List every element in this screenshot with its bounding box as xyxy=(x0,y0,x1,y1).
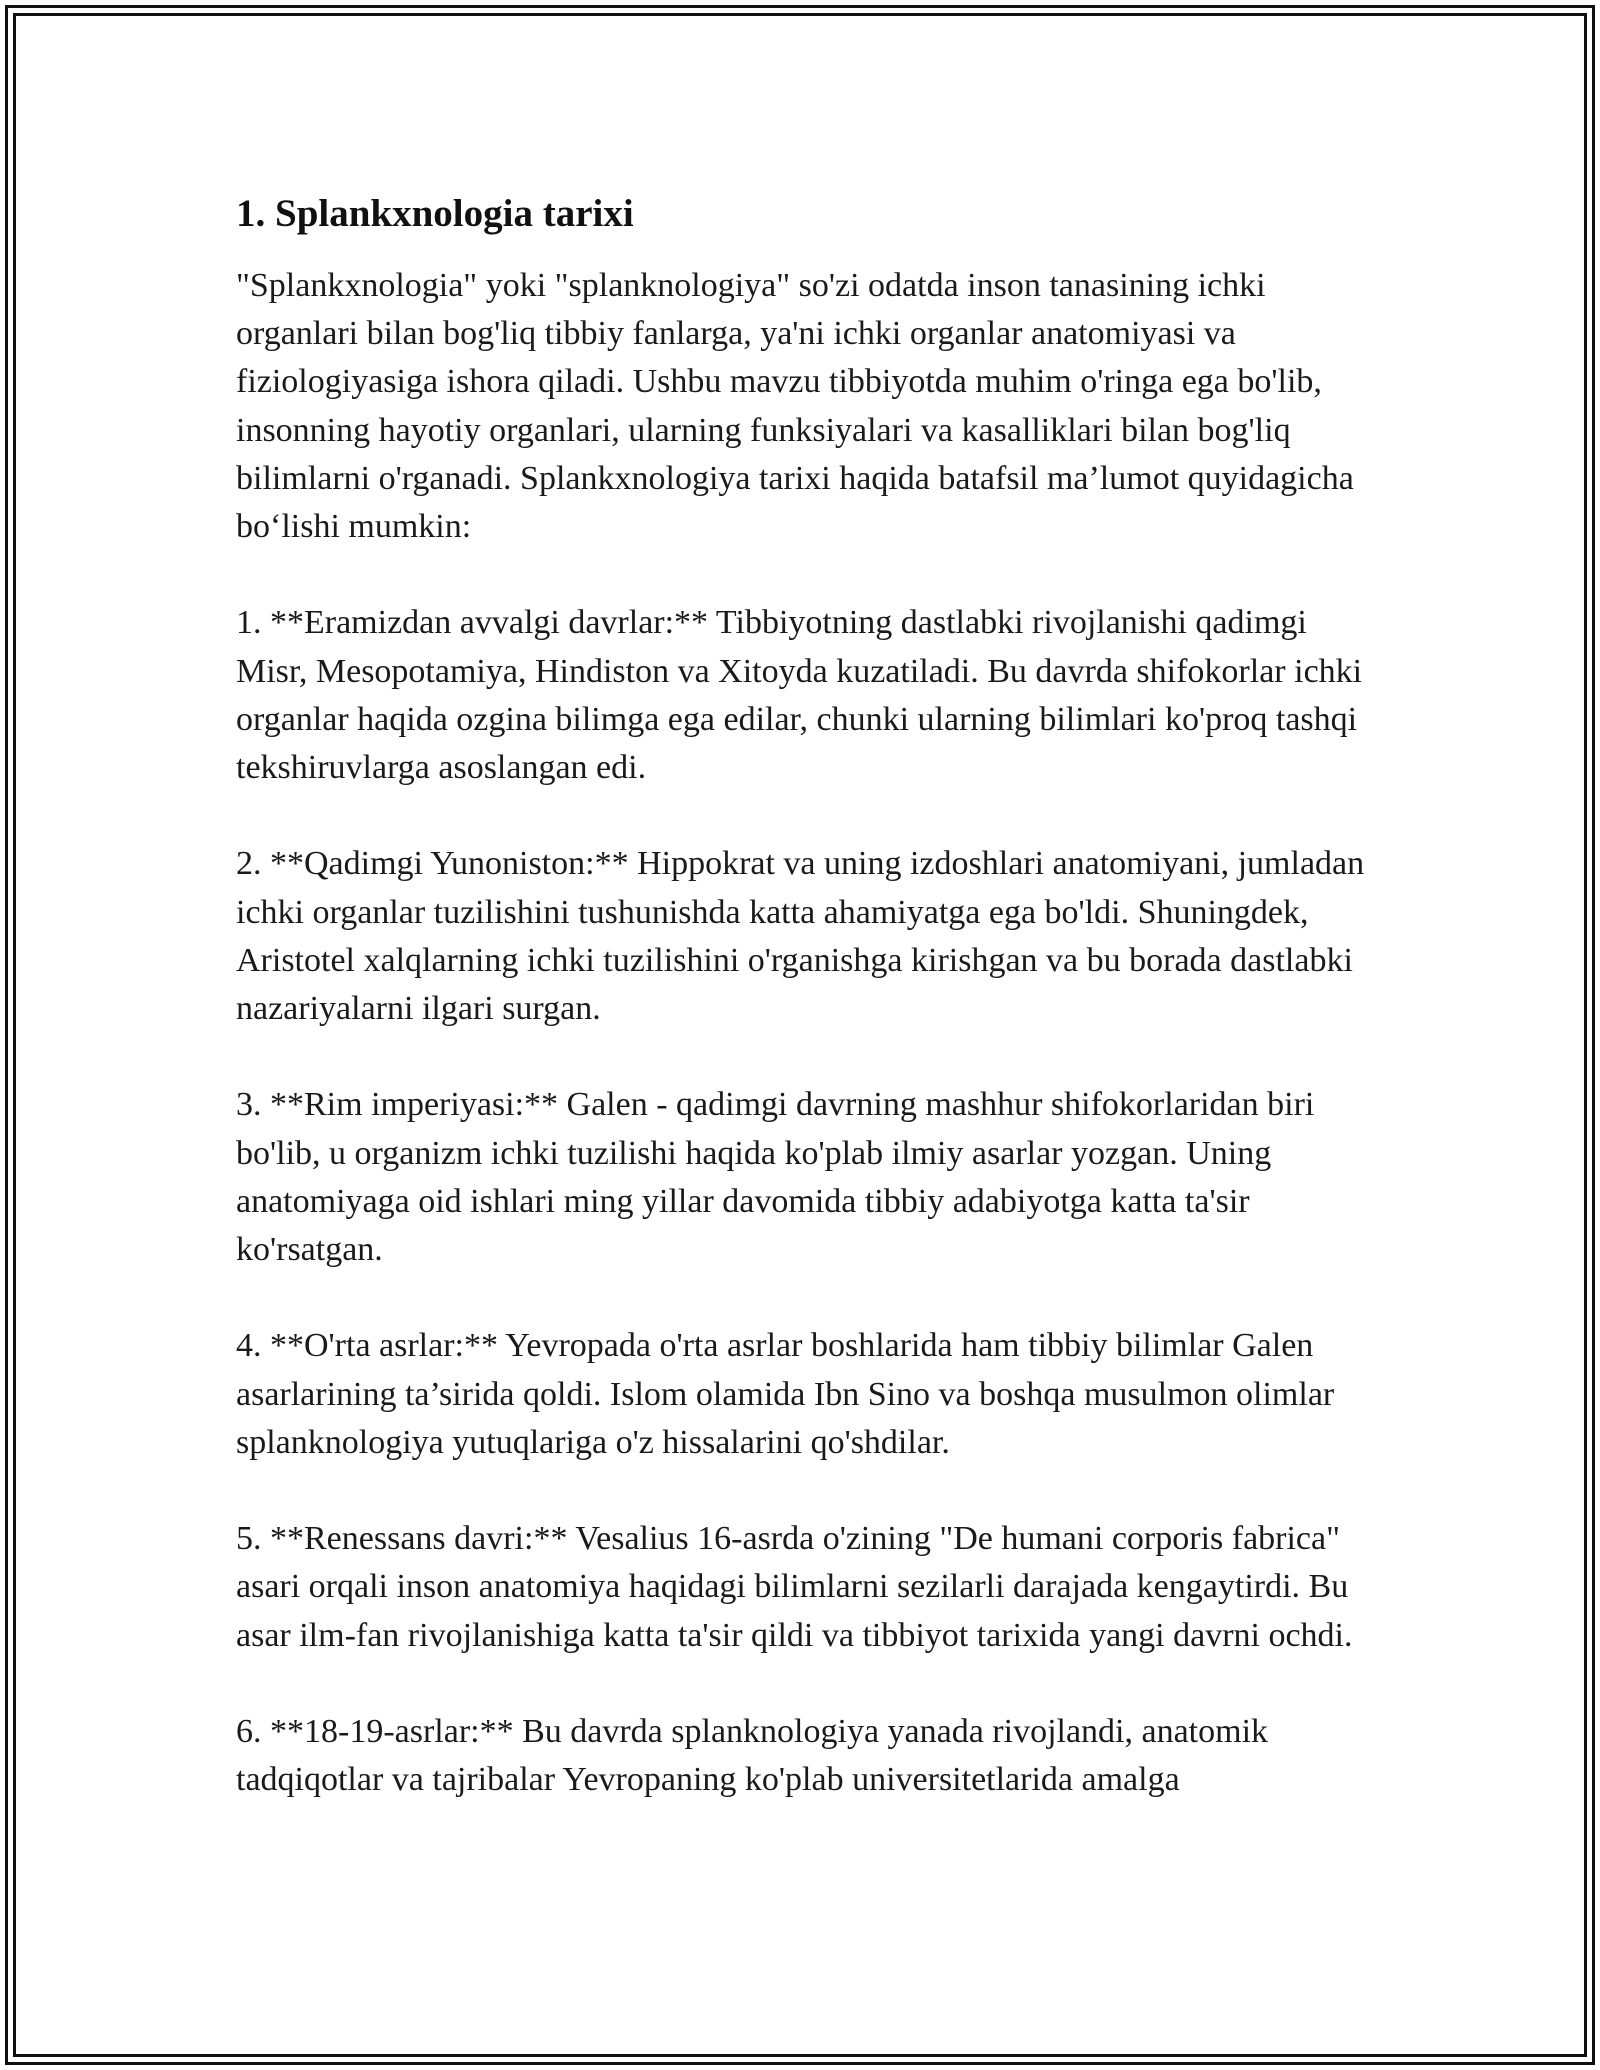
paragraph-spacer xyxy=(236,1274,1386,1322)
list-item-1: 1. **Eramizdan avvalgi davrlar:** Tibbiyotning dastlabki rivojlanishi qadimgi Misr, Mesopotamiya, Hindiston va Xitoyda kuzatiladi. Bu davrda shifokorlar ichki organlar haqida ozgina bilimga ega edilar, chunki ularning bilimlari ko'proq tashqi tekshiruvlarga asoslangan edi. xyxy=(236,604,1363,787)
list-item-4: 4. **O'rta asrlar:** Yevropada o'rta asrlar boshlarida ham tibbiy bilimlar Galen asarlarining ta’sirida qoldi. Islom olamida Ibn Sino va boshqa musulmon olimlar splanknologiya yutuqlariga o'z hissalarini qo'shdilar. xyxy=(236,1327,1335,1461)
list-item-5: 5. **Renessans davri:** Vesalius 16-asrda o'zining "De humani corporis fabrica" asari orqali inson anatomiya haqidagi bilimlarni sezilarli darajada kengaytirdi. Bu asar ilm-fan rivojlanishiga katta ta'sir qildi va tibbiyot tarixida yangi davrni ochdi. xyxy=(236,1520,1353,1654)
paragraph-spacer xyxy=(236,1033,1386,1081)
list-item-3: 3. **Rim imperiyasi:** Galen - qadimgi davrning mashhur shifokorlaridan biri bo'lib, u organizm ichki tuzilishi haqida ko'plab ilmiy asarlar yozgan. Uning anatomiyaga oid ishlari ming yillar davomida tibbiy adabiyotga katta ta'sir ko'rsatgan. xyxy=(236,1086,1315,1269)
document-title: 1. Splankxnologia tarixi xyxy=(236,192,634,235)
intro-paragraph: "Splankxnologia" yoki "splanknologiya" so'zi odatda inson tanasining ichki organlari bilan bog'liq tibbiy fanlarga, ya'ni ichki organlar anatomiyasi va fiziologiyasiga ishora qiladi. Ushbu mavzu tibbiyotda muhim o'ringa ega bo'lib, insonning hayotiy organlari, ularning funksiyalari va kasalliklari bilan bog'liq bilimlarni o'rganadi. Splankxnologiya tarixi haqida batafsil ma’lumot quyidagicha bo‘lishi mumkin: xyxy=(236,267,1354,546)
paragraph-spacer xyxy=(236,551,1386,599)
list-item-2: 2. **Qadimgi Yunoniston:** Hippokrat va uning izdoshlari anatomiyani, jumladan ichki organlar tuzilishini tushunishda katta ahamiyatga ega bo'ldi. Shuningdek, Aristotel xalqlarning ichki tuzilishini o'rganishga kirishgan va bu borada dastlabki nazariyalarni ilgari surgan. xyxy=(236,845,1365,1028)
paragraph-spacer xyxy=(236,1467,1386,1515)
paragraph-spacer xyxy=(236,1660,1386,1708)
list-item-6: 6. **18-19-asrlar:** Bu davrda splanknologiya yanada rivojlandi, anatomik tadqiqotlar va tajribalar Yevropaning ko'plab universitetlarida amalga xyxy=(236,1713,1269,1799)
paragraph-spacer xyxy=(236,792,1386,840)
document-body xyxy=(236,186,1386,1804)
